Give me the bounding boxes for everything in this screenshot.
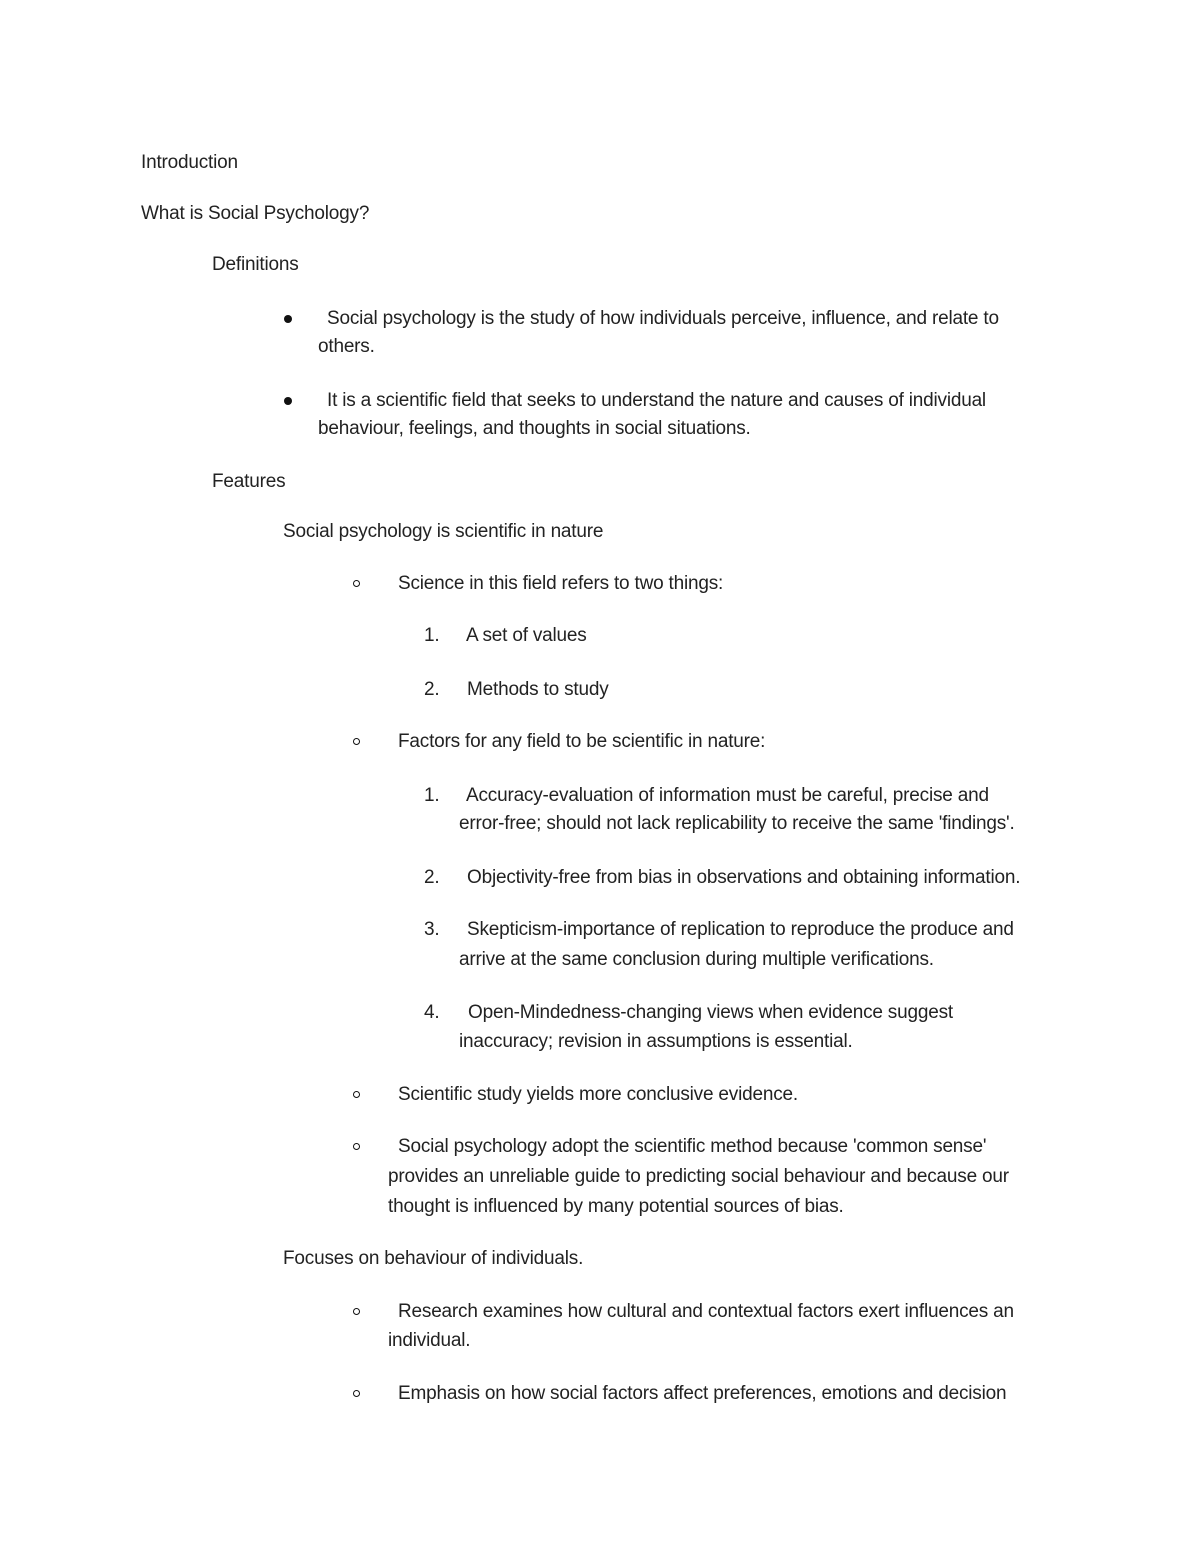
- bullet-icon: [284, 397, 292, 405]
- adopt-method-line-2: provides an unreliable guide to predicting social behaviour and because our: [388, 1166, 1009, 1187]
- emphasis-line-1: Emphasis on how social factors affect preferences, emotions and decision: [398, 1383, 1007, 1404]
- conclusive-evidence-text: Scientific study yields more conclusive evidence.: [398, 1084, 798, 1105]
- science-refers-text: Science in this field refers to two things:: [398, 573, 724, 594]
- science-item-1-number: 1.: [424, 625, 440, 646]
- heading-what-is-social-psychology: What is Social Psychology?: [141, 203, 370, 224]
- science-item-1-text: A set of values: [466, 625, 587, 646]
- factor-3-line-1: Skepticism-importance of replication to reproduce the produce and: [467, 919, 1014, 940]
- factor-4-line-2: inaccuracy; revision in assumptions is essential.: [459, 1031, 853, 1052]
- factor-1-number: 1.: [424, 785, 440, 806]
- science-item-2-number: 2.: [424, 679, 440, 700]
- heading-features: Features: [212, 471, 286, 492]
- factor-3-line-2: arrive at the same conclusion during multiple verifications.: [459, 949, 934, 970]
- heading-introduction: Introduction: [141, 152, 238, 173]
- factor-1-line-2: error-free; should not lack replicability to receive the same 'findings'.: [459, 813, 1015, 834]
- factor-3-number: 3.: [424, 919, 440, 940]
- adopt-method-line-3: thought is influenced by many potential sources of bias.: [388, 1196, 844, 1217]
- factor-4-number: 4.: [424, 1002, 440, 1023]
- definition-1-line-1: Social psychology is the study of how individuals perceive, influence, and relate to: [327, 308, 999, 329]
- definition-2-line-1: It is a scientific field that seeks to understand the nature and causes of individual: [327, 390, 986, 411]
- research-line-2: individual.: [388, 1330, 471, 1351]
- factor-2-number: 2.: [424, 867, 440, 888]
- factors-intro-text: Factors for any field to be scientific in nature:: [398, 731, 766, 752]
- hollow-bullet-icon: [353, 1308, 360, 1315]
- definition-2-line-2: behaviour, feelings, and thoughts in social situations.: [318, 418, 751, 439]
- research-line-1: Research examines how cultural and contextual factors exert influences an: [398, 1301, 1014, 1322]
- hollow-bullet-icon: [353, 1143, 360, 1150]
- adopt-method-line-1: Social psychology adopt the scientific method because 'common sense': [398, 1136, 987, 1157]
- factor-1-line-1: Accuracy-evaluation of information must be careful, precise and: [466, 785, 989, 806]
- heading-definitions: Definitions: [212, 254, 299, 275]
- bullet-icon: [284, 315, 292, 323]
- factor-4-line-1: Open-Mindedness-changing views when evidence suggest: [468, 1002, 953, 1023]
- definition-1-line-2: others.: [318, 336, 375, 357]
- hollow-bullet-icon: [353, 580, 360, 587]
- hollow-bullet-icon: [353, 738, 360, 745]
- feature-1-title: Social psychology is scientific in nature: [283, 521, 604, 542]
- hollow-bullet-icon: [353, 1091, 360, 1098]
- hollow-bullet-icon: [353, 1390, 360, 1397]
- factor-2-line-1: Objectivity-free from bias in observations and obtaining information.: [467, 867, 1021, 888]
- science-item-2-text: Methods to study: [467, 679, 609, 700]
- feature-2-title: Focuses on behaviour of individuals.: [283, 1248, 584, 1269]
